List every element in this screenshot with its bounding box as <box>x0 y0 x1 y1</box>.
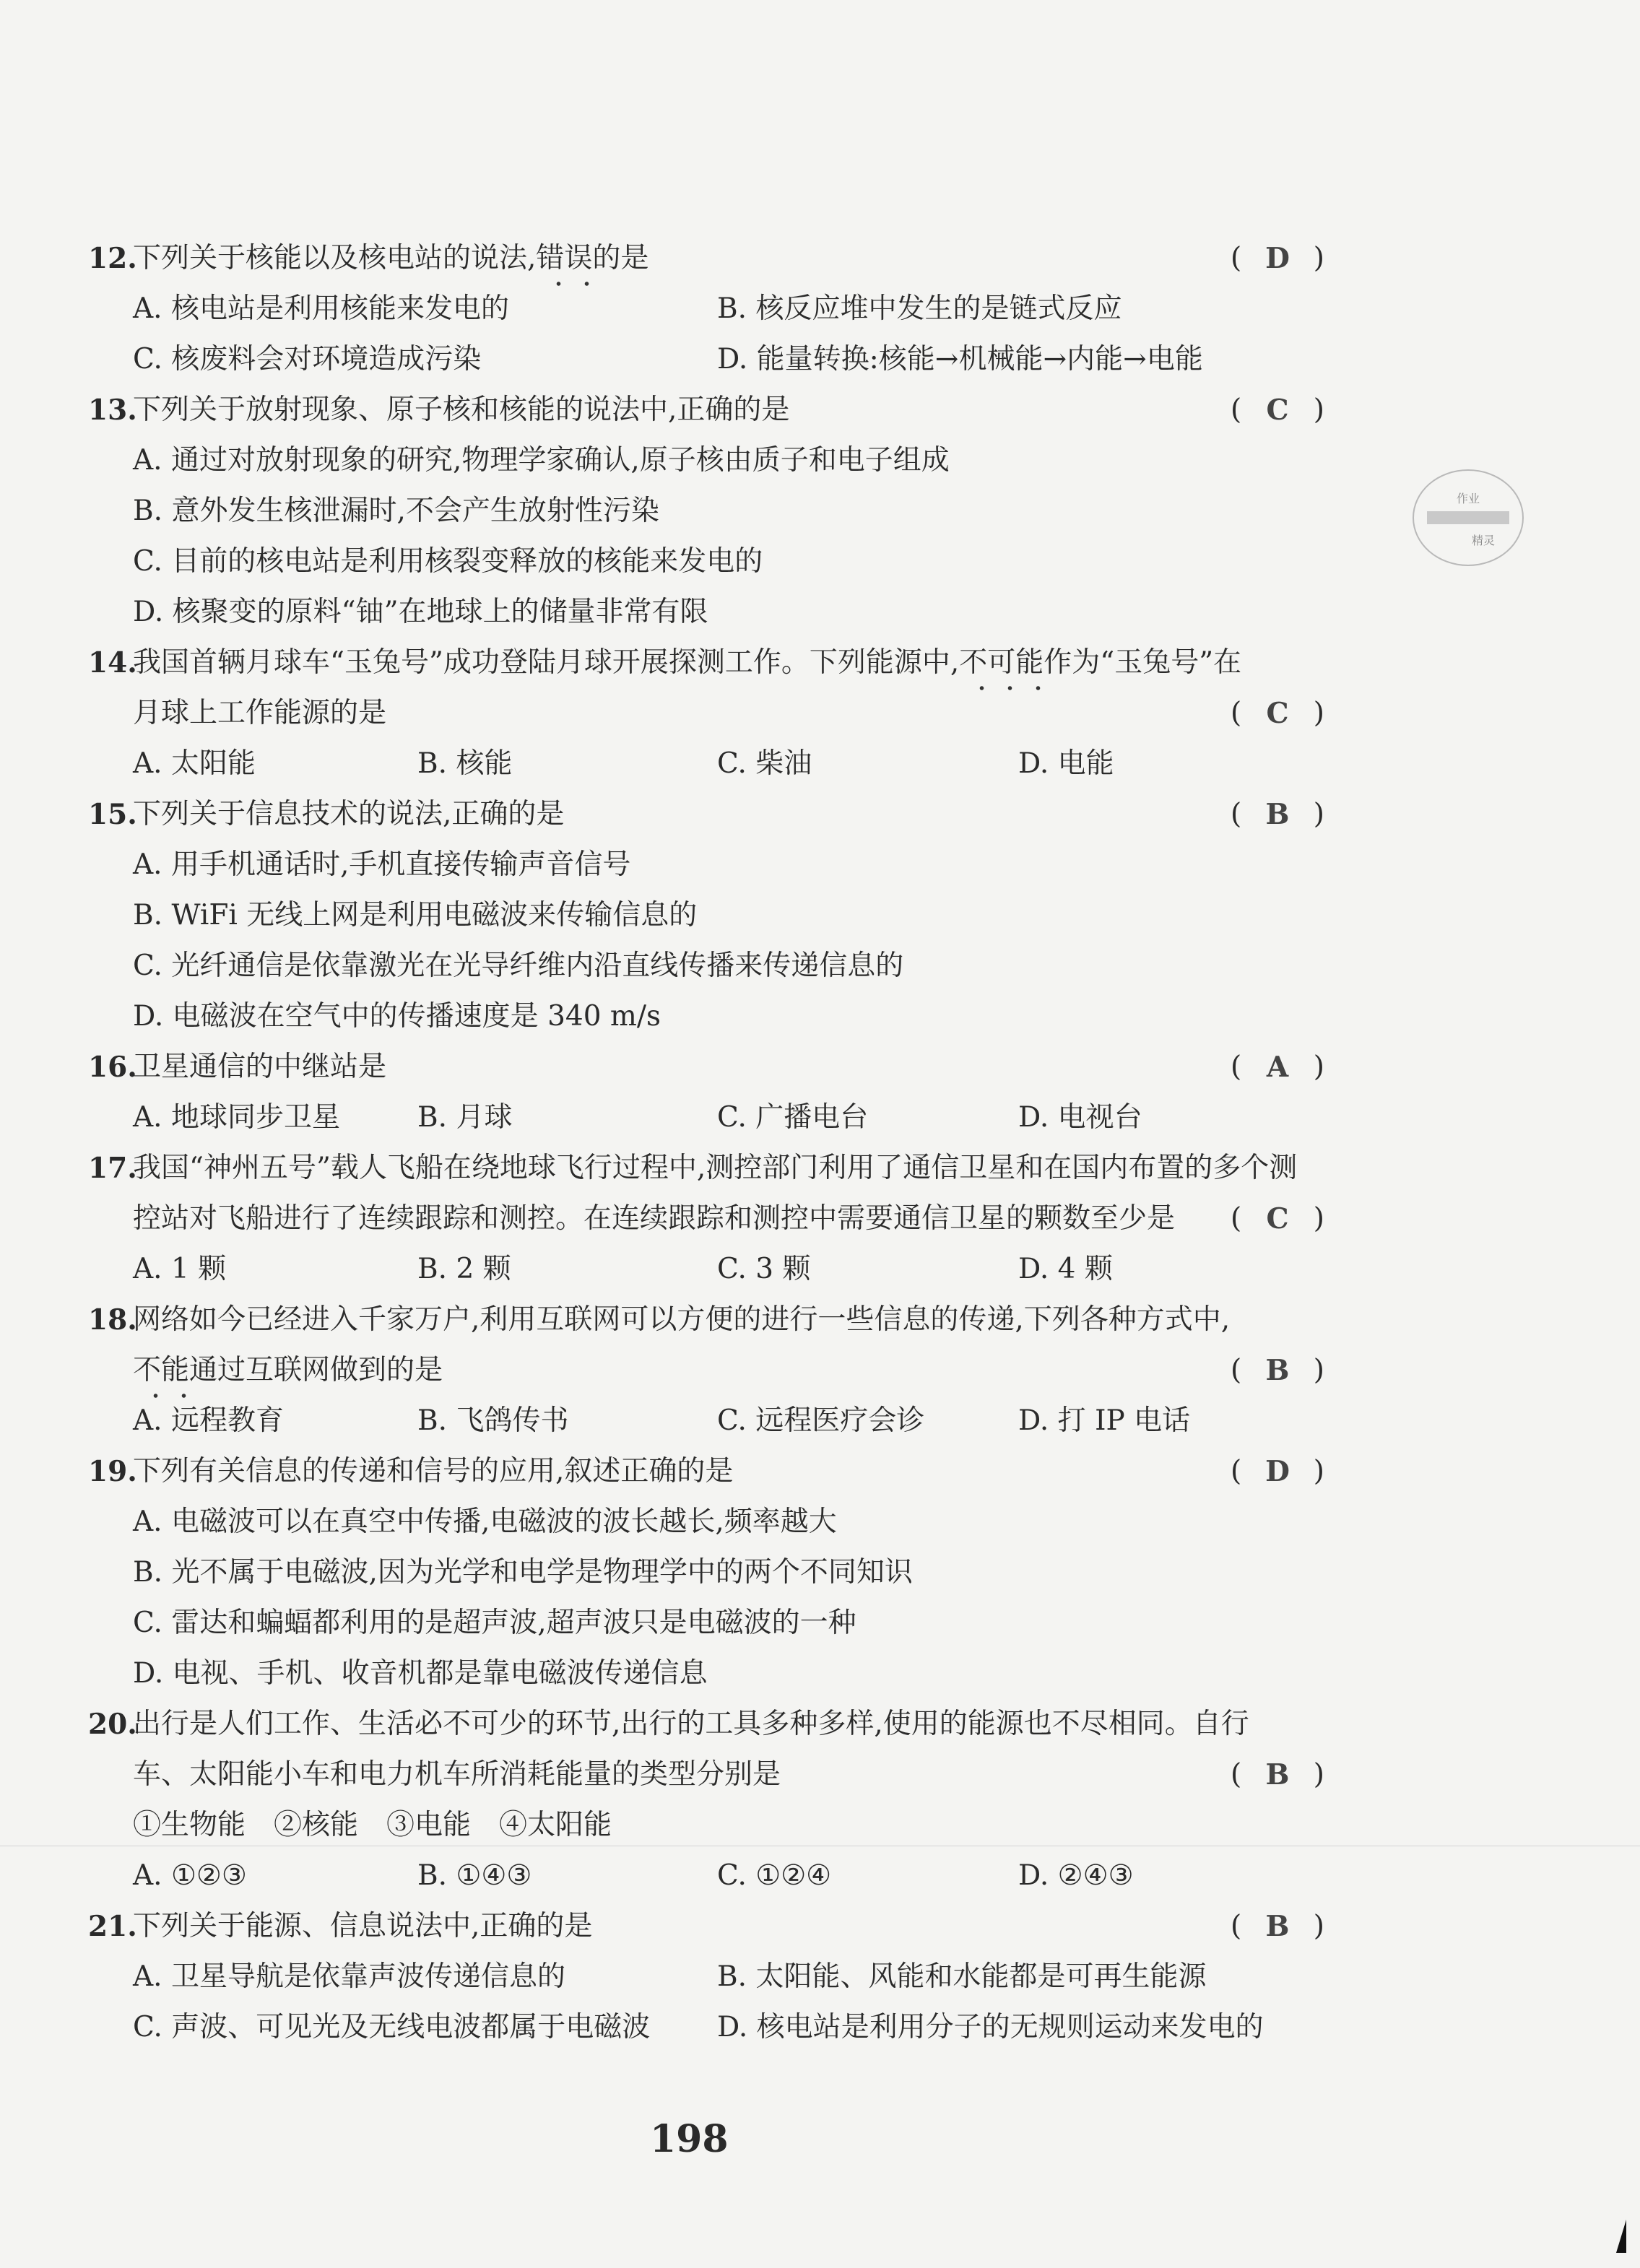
question-17-option-d: D. 4 颗 <box>1018 1253 1113 1285</box>
question-12-option-d: D. 能量转换:核能→机械能→内能→电能 <box>717 343 1203 375</box>
question-14-stem-line2: 月球上工作能源的是 <box>133 697 387 729</box>
question-15-stem: 下列关于信息技术的说法,正确的是 <box>133 798 565 830</box>
question-21-option-b: B. 太阳能、风能和水能都是可再生能源 <box>717 1960 1207 1993</box>
question-13-stem: 下列关于放射现象、原子核和核能的说法中,正确的是 <box>133 394 790 426</box>
question-21-number: 21. <box>88 1910 137 1943</box>
question-18-option-c: C. 远程医疗会诊 <box>717 1404 925 1437</box>
question-19-option-c: C. 雷达和蝙蝠都利用的是超声波,超声波只是电磁波的一种 <box>133 1607 856 1639</box>
question-14-option-b: B. 核能 <box>417 747 513 780</box>
question-17-stem: 我国“神州五号”载人飞船在绕地球飞行过程中,测控部门利用了通信卫星和在国内布置的多个测 <box>133 1152 1298 1184</box>
question-20-option-a: A. ①②③ <box>133 1859 247 1892</box>
question-13-option-d: D. 核聚变的原料“铀”在地球上的储量非常有限 <box>133 596 708 628</box>
question-20-items: ①生物能 ②核能 ③电能 ④太阳能 <box>133 1809 612 1841</box>
question-13-option-b: B. 意外发生核泄漏时,不会产生放射性污染 <box>133 495 659 527</box>
question-14-answer: ( C ) <box>1231 697 1324 730</box>
question-19-number: 19. <box>88 1455 137 1488</box>
question-12-stem: 下列关于核能以及核电站的说法,错误的是 <box>133 238 648 279</box>
question-12-number: 12. <box>88 242 137 275</box>
question-14-option-d: D. 电能 <box>1018 747 1114 780</box>
question-21-stem: 下列关于能源、信息说法中,正确的是 <box>133 1910 593 1942</box>
question-13-answer: ( C ) <box>1231 394 1324 427</box>
question-16-option-c: C. 广播电台 <box>717 1101 869 1134</box>
question-19-option-a: A. 电磁波可以在真空中传播,电磁波的波长越长,频率越大 <box>133 1506 837 1538</box>
question-19-option-d: D. 电视、手机、收音机都是靠电磁波传递信息 <box>133 1657 708 1690</box>
question-20-option-c: C. ①②④ <box>717 1859 832 1892</box>
question-13-option-a: A. 通过对放射现象的研究,物理学家确认,原子核由质子和电子组成 <box>133 444 950 477</box>
question-17-number: 17. <box>88 1152 137 1185</box>
question-18-stem-line2: 不能通过互联网做到的是 <box>133 1350 443 1391</box>
question-20-number: 20. <box>88 1708 137 1741</box>
question-14-option-c: C. 柴油 <box>717 747 812 780</box>
question-15-number: 15. <box>88 798 137 831</box>
emphasis-text: 不能 <box>133 1350 189 1391</box>
question-20-answer: ( B ) <box>1231 1758 1324 1791</box>
question-19-stem: 下列有关信息的传递和信号的应用,叙述正确的是 <box>133 1455 734 1487</box>
question-19-option-b: B. 光不属于电磁波,因为光学和电学是物理学中的两个不同知识 <box>133 1556 913 1589</box>
watermark-stamp: 作业 精灵 <box>1413 469 1524 566</box>
question-21-option-a: A. 卫星导航是依靠声波传递信息的 <box>133 1960 565 1993</box>
question-16-stem: 卫星通信的中继站是 <box>133 1051 387 1083</box>
question-14-number: 14. <box>88 646 137 679</box>
question-12-option-b: B. 核反应堆中发生的是链式反应 <box>717 292 1122 325</box>
question-17-option-a: A. 1 颗 <box>133 1253 227 1285</box>
question-21-option-c: C. 声波、可见光及无线电波都属于电磁波 <box>133 2011 651 2043</box>
question-20-stem-line2: 车、太阳能小车和电力机车所消耗能量的类型分别是 <box>133 1758 781 1791</box>
corner-mark <box>1616 2220 1626 2253</box>
question-17-answer: ( C ) <box>1231 1202 1324 1235</box>
question-20-option-d: D. ②④③ <box>1018 1859 1134 1892</box>
question-18-option-d: D. 打 IP 电话 <box>1018 1404 1191 1437</box>
question-15-option-b: B. WiFi 无线上网是利用电磁波来传输信息的 <box>133 899 698 931</box>
question-12-answer: ( D ) <box>1231 242 1324 275</box>
question-20-option-b: B. ①④③ <box>417 1859 532 1892</box>
question-17-stem-line2: 控站对飞船进行了连续跟踪和测控。在连续跟踪和测控中需要通信卫星的颗数至少是 <box>133 1202 1176 1235</box>
question-13-number: 13. <box>88 394 137 427</box>
question-12-option-a: A. 核电站是利用核能来发电的 <box>133 292 509 325</box>
question-13-option-c: C. 目前的核电站是利用核裂变释放的核能来发电的 <box>133 545 763 578</box>
question-15-option-a: A. 用手机通话时,手机直接传输声音信号 <box>133 848 631 881</box>
emphasis-text: 不可能 <box>959 643 1044 683</box>
question-18-option-b: B. 飞鸽传书 <box>417 1404 569 1437</box>
question-16-answer: ( A ) <box>1231 1051 1324 1084</box>
question-21-answer: ( B ) <box>1231 1910 1324 1943</box>
question-20-stem: 出行是人们工作、生活必不可少的环节,出行的工具多种多样,使用的能源也不尽相同。自行 <box>133 1708 1249 1740</box>
question-18-answer: ( B ) <box>1231 1354 1324 1387</box>
question-14-stem: 我国首辆月球车“玉兔号”成功登陆月球开展探测工作。下列能源中,不可能作为“玉兔号”在 <box>133 643 1241 683</box>
question-19-answer: ( D ) <box>1231 1455 1324 1488</box>
question-16-option-b: B. 月球 <box>417 1101 513 1134</box>
question-18-number: 18. <box>88 1303 137 1337</box>
question-16-option-a: A. 地球同步卫星 <box>133 1101 340 1134</box>
question-15-option-c: C. 光纤通信是依靠激光在光导纤维内沿直线传播来传递信息的 <box>133 950 904 982</box>
question-17-option-c: C. 3 颗 <box>717 1253 811 1285</box>
question-18-stem: 网络如今已经进入千家万户,利用互联网可以方便的进行一些信息的传递,下列各种方式中, <box>133 1303 1231 1336</box>
question-16-number: 16. <box>88 1051 137 1084</box>
page-number: 198 <box>650 2117 729 2161</box>
question-15-option-d: D. 电磁波在空气中的传播速度是 340 m/s <box>133 1000 661 1033</box>
question-18-option-a: A. 远程教育 <box>133 1404 284 1437</box>
question-16-option-d: D. 电视台 <box>1018 1101 1142 1134</box>
question-12-option-c: C. 核废料会对环境造成污染 <box>133 343 482 375</box>
question-15-answer: ( B ) <box>1231 798 1324 831</box>
question-21-option-d: D. 核电站是利用分子的无规则运动来发电的 <box>717 2011 1264 2043</box>
question-14-option-a: A. 太阳能 <box>133 747 256 780</box>
emphasis-text: 错误 <box>536 238 592 279</box>
question-17-option-b: B. 2 颗 <box>417 1253 511 1285</box>
